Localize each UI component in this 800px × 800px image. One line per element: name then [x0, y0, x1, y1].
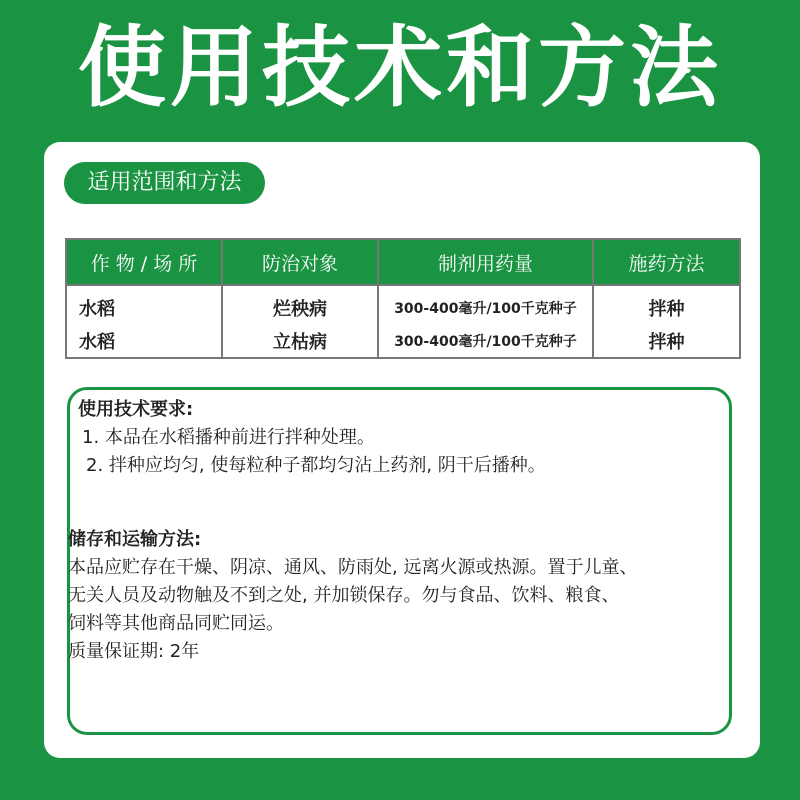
cell-target: 立枯病 [222, 325, 378, 358]
header-crop: 作 物 / 场 所 [66, 239, 222, 285]
header-method: 施药方法 [593, 239, 740, 285]
section-label: 适用范围和方法 [64, 162, 265, 204]
requirement-item: 2. 拌种应均匀, 使每粒种子都均匀沾上药剂, 阴干后播种。 [86, 455, 546, 476]
storage-line: 饲料等其他商品同贮同运。 [68, 613, 284, 634]
storage-heading: 储存和运输方法: [68, 529, 202, 550]
storage-line: 无关人员及动物触及不到之处, 并加锁保存。勿与食品、饮料、粮食、 [68, 585, 620, 606]
usage-table [65, 238, 741, 359]
requirement-item: 1. 本品在水稻播种前进行拌种处理。 [82, 427, 375, 448]
table-row [66, 285, 740, 325]
cell-crop: 水稻 [66, 285, 222, 325]
shelf-life: 质量保证期: 2年 [68, 641, 200, 662]
cell-method: 拌种 [593, 325, 740, 358]
table-header-row [66, 239, 740, 285]
header-target: 防治对象 [222, 239, 378, 285]
header-dosage: 制剂用药量 [378, 239, 593, 285]
cell-dosage: 300-400毫升/100千克种子 [378, 285, 593, 325]
cell-target: 烂秧病 [222, 285, 378, 325]
content-card [44, 142, 760, 758]
page-title: 使用技术和方法 [77, 16, 722, 119]
storage-line: 本品应贮存在干燥、阴凉、通风、防雨处, 远离火源或热源。置于儿童、 [68, 557, 638, 578]
cell-dosage: 300-400毫升/100千克种子 [378, 325, 593, 358]
cell-crop: 水稻 [66, 325, 222, 358]
cell-method: 拌种 [593, 285, 740, 325]
table-row [66, 325, 740, 358]
requirements-heading: 使用技术要求: [78, 399, 194, 420]
